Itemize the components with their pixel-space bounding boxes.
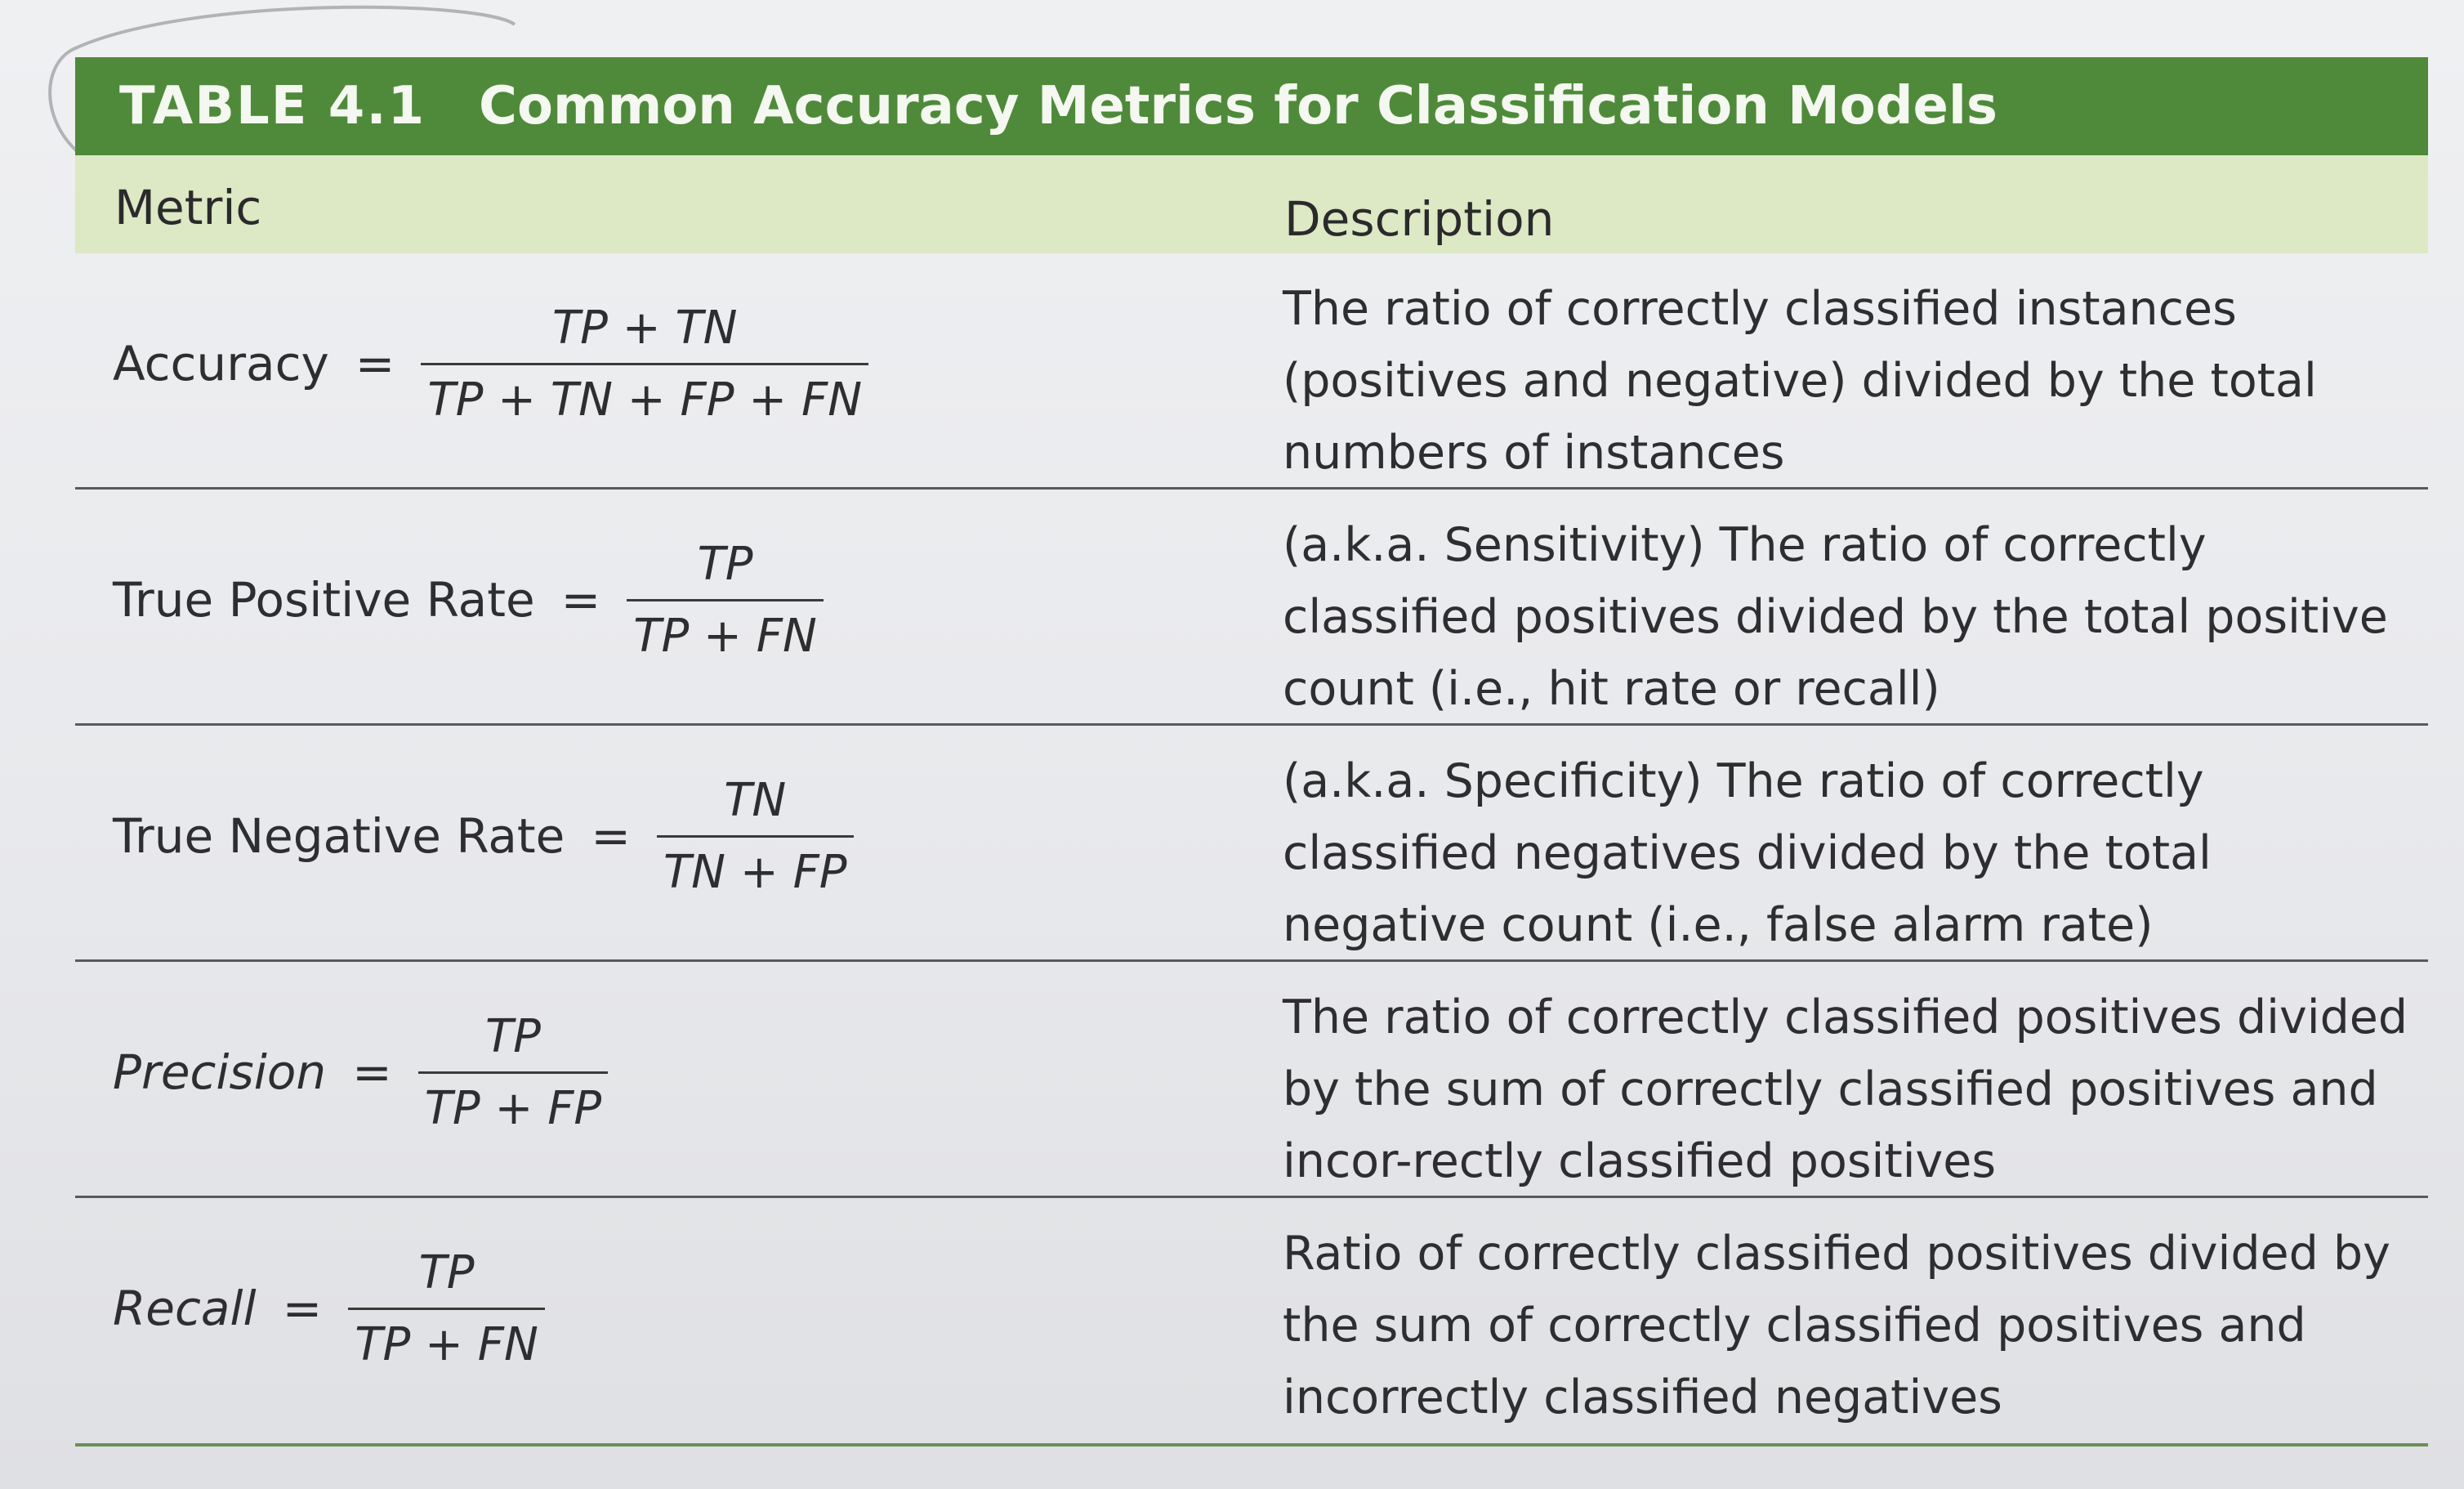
table-title-bar — [75, 57, 2428, 155]
table-title: Common Accuracy Metrics for Classification Models — [479, 76, 1998, 136]
header-metric: Metric — [114, 180, 262, 235]
equals-sign: = — [282, 1281, 323, 1336]
metric-formula — [113, 734, 854, 938]
equals-sign: = — [560, 572, 601, 628]
numerator: TN — [724, 773, 787, 827]
table-row-true-negative-rate — [75, 726, 2428, 962]
metric-description: The ratio of correctly classified positives divided by the sum of correctly classified positives and incor-rectly classified positives — [1283, 990, 2408, 1188]
fraction — [627, 538, 824, 663]
table-number: TABLE 4.1 — [119, 76, 426, 136]
metric-formula — [113, 970, 608, 1174]
metric-name: Precision — [113, 1044, 327, 1100]
metric-description: (a.k.a. Specificity) The ratio of correctly classified negatives divided by the total negative count (i.e., false alarm rate) — [1283, 754, 2212, 952]
equals-sign: = — [591, 808, 631, 864]
numerator: TP + TN — [551, 301, 738, 355]
fraction — [348, 1246, 545, 1371]
metric-formula — [113, 262, 868, 466]
table-row-accuracy — [75, 253, 2428, 490]
table-row-recall — [75, 1198, 2428, 1447]
table-row-true-positive-rate — [75, 490, 2428, 726]
denominator: TN + FP — [657, 835, 854, 899]
metric-name: Accuracy — [113, 336, 329, 391]
header-description: Description — [1284, 191, 1555, 247]
metric-name: Recall — [113, 1281, 257, 1336]
metric-name: True Positive Rate — [113, 572, 535, 628]
numerator: TP — [484, 1009, 541, 1063]
denominator: TP + FN — [348, 1308, 545, 1371]
metric-description: Ratio of correctly classified positives divided by the sum of correctly classified positives and incorrectly classified negatives — [1283, 1227, 2390, 1424]
table-row-precision — [75, 962, 2428, 1198]
fraction — [418, 1010, 608, 1135]
metric-formula — [113, 498, 824, 702]
metric-formula — [113, 1206, 545, 1411]
fraction — [421, 302, 868, 427]
denominator: TP + FN — [627, 599, 824, 663]
denominator: TP + TN + FP + FN — [421, 363, 868, 427]
table-header-row — [75, 155, 2428, 253]
metrics-table — [75, 57, 2428, 1447]
equals-sign: = — [352, 1044, 392, 1100]
fraction — [657, 774, 854, 899]
metric-name: True Negative Rate — [113, 808, 565, 864]
numerator: TP — [697, 537, 753, 591]
metric-description: (a.k.a. Sensitivity) The ratio of correctly classified positives divided by the total positive count (i.e., hit rate or recall) — [1283, 518, 2388, 716]
equals-sign: = — [355, 336, 395, 391]
denominator: TP + FP — [418, 1071, 608, 1135]
numerator: TP — [418, 1245, 475, 1299]
metric-description: The ratio of correctly classified instances (positives and negative) divided by the total numbers of instances — [1283, 282, 2317, 480]
